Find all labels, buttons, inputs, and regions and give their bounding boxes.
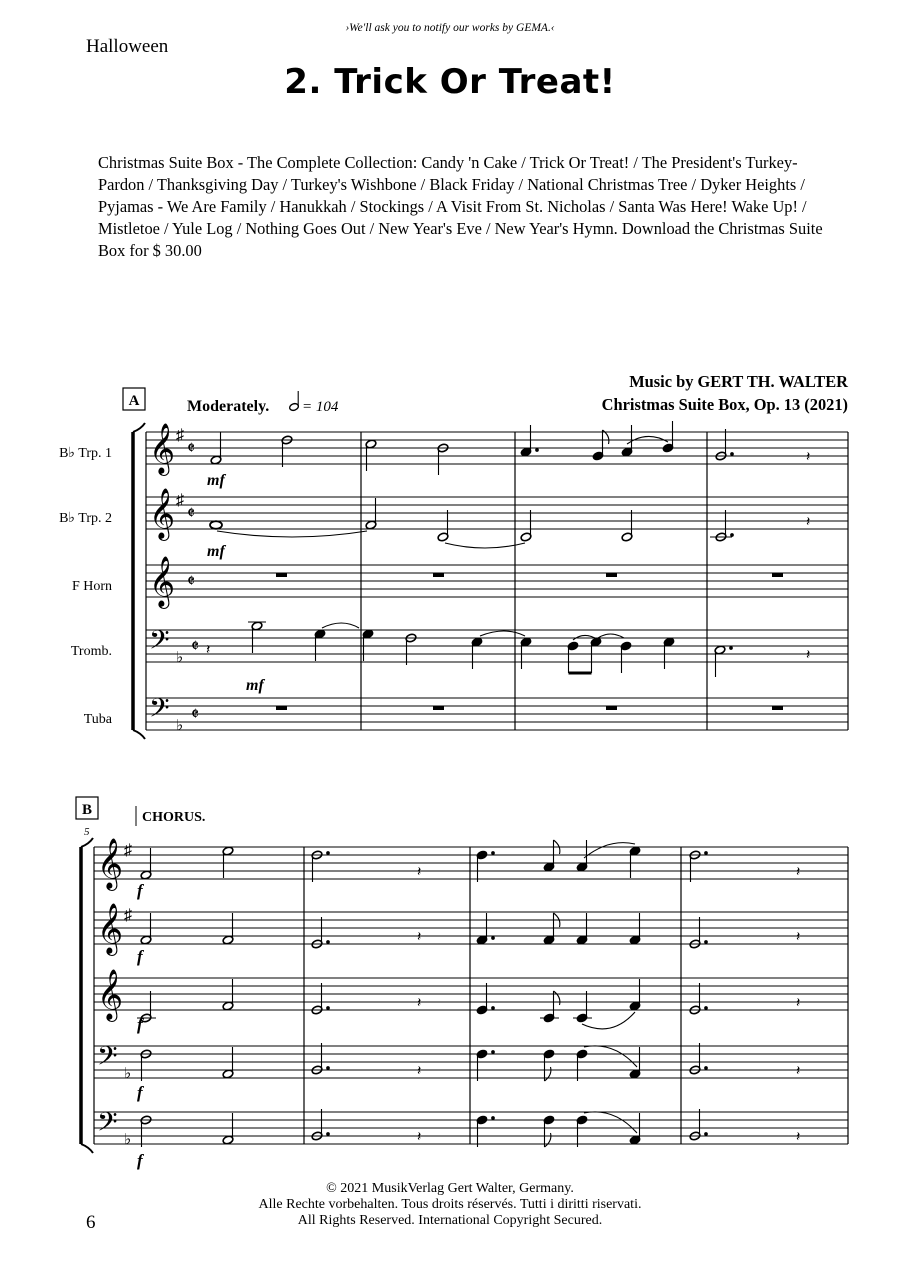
instrument-label-trumpet-2: B♭ Trp. 2: [59, 511, 112, 526]
dynamic-mark: f: [137, 881, 143, 900]
page-number: 6: [86, 1212, 96, 1233]
bass-clef-icon: 𝄢: [97, 1041, 118, 1077]
rest-icon: 𝄽: [417, 996, 422, 1011]
instrument-label-tuba: Tuba: [83, 712, 112, 727]
sharp-icon: ♯: [176, 427, 184, 444]
rest-icon: 𝄽: [796, 996, 801, 1011]
sharp-icon: ♯: [124, 907, 132, 924]
rest-icon: 𝄽: [806, 515, 811, 530]
section-label: CHORUS.: [142, 810, 206, 825]
system-2: [76, 797, 848, 1170]
rest-icon: 𝄽: [806, 648, 811, 663]
dynamic-mark: f: [137, 1083, 143, 1102]
rest-icon: 𝄽: [417, 930, 422, 945]
copyright-notice: [0, 1181, 900, 1229]
tempo-value: = 104: [302, 399, 339, 415]
rehearsal-mark-a: A: [128, 393, 140, 409]
rest-icon: 𝄽: [806, 450, 811, 465]
rest-icon: 𝄽: [206, 643, 211, 658]
opus-info: Christmas Suite Box, Op. 13 (2021): [601, 395, 848, 414]
system-1: [59, 388, 848, 739]
rest-icon: 𝄽: [796, 865, 801, 880]
flat-icon: ♭: [124, 1132, 132, 1148]
instrument-label-trombone: Tromb.: [70, 644, 112, 659]
page-title: 2. Trick Or Treat!: [284, 62, 616, 102]
rest-icon: 𝄽: [796, 1064, 801, 1079]
cut-time-icon: 𝄵: [187, 571, 196, 591]
copyright-line: © 2021 MusikVerlag Gert Walter, Germany.: [326, 1181, 574, 1196]
dynamic-mark: f: [137, 1151, 143, 1170]
bass-clef-icon: 𝄢: [149, 625, 170, 661]
treble-clef-icon: 𝄞: [97, 904, 124, 953]
rest-icon: 𝄽: [417, 1130, 422, 1145]
measure-number: 5: [84, 826, 90, 838]
cut-time-icon: 𝄵: [191, 704, 200, 724]
cut-time-icon: 𝄵: [187, 503, 196, 523]
instrument-label-trumpet-1: B♭ Trp. 1: [59, 446, 112, 461]
rest-icon: 𝄽: [796, 1130, 801, 1145]
treble-clef-icon: 𝄞: [97, 970, 124, 1019]
bass-clef-icon: 𝄢: [149, 693, 170, 729]
dynamic-mark: mf: [246, 677, 264, 694]
instrument-label-horn: F Horn: [71, 579, 112, 594]
collection-description: Christmas Suite Box - The Complete Collection: Candy 'n Cake / Trick Or Treat! / The President's Turkey-Pardon / Thanksgiving Day / Turkey's Wishbone / Black Friday / National Christmas Tree / Dyker Heights / Pyjamas - We Are Family / Hanukkah / Stockings / A Visit From St. Nicholas / Santa Was Here! Wake Up! / Mistletoe / Yule Log / Nothing Goes Out / New Year's Eve / New Year's Hymn. Download the Christmas Suite Box for $ 30.00: [98, 153, 823, 260]
copyright-line: Alle Rechte vorbehalten. Tous droits réservés. Tutti i diritti riservati.: [258, 1197, 642, 1212]
treble-clef-icon: 𝄞: [149, 489, 176, 538]
rest-icon: 𝄽: [417, 1064, 422, 1079]
sharp-icon: ♯: [124, 842, 132, 859]
category-header: Halloween: [86, 36, 169, 57]
dynamic-mark: mf: [207, 543, 225, 560]
tempo-marking: Moderately.: [187, 398, 270, 415]
gema-notice: ›We'll ask you to notify our works by GEMA.‹: [345, 22, 555, 34]
sharp-icon: ♯: [176, 492, 184, 509]
dynamic-mark: mf: [207, 472, 225, 489]
flat-icon: ♭: [176, 650, 184, 666]
dynamic-mark: f: [137, 947, 143, 966]
treble-clef-icon: 𝄞: [149, 424, 176, 473]
rest-icon: 𝄽: [796, 930, 801, 945]
rest-icon: 𝄽: [417, 865, 422, 880]
dynamic-mark: f: [137, 1015, 143, 1034]
cut-time-icon: 𝄵: [187, 438, 196, 458]
composer-name: Music by GERT TH. WALTER: [629, 372, 848, 391]
copyright-line: All Rights Reserved. International Copyright Secured.: [297, 1213, 603, 1228]
bass-clef-icon: 𝄢: [97, 1107, 118, 1143]
rehearsal-mark-b: B: [81, 802, 93, 818]
treble-clef-icon: 𝄞: [149, 557, 176, 606]
flat-icon: ♭: [176, 718, 184, 734]
treble-clef-icon: 𝄞: [97, 839, 124, 888]
flat-icon: ♭: [124, 1066, 132, 1082]
cut-time-icon: 𝄵: [191, 636, 200, 656]
